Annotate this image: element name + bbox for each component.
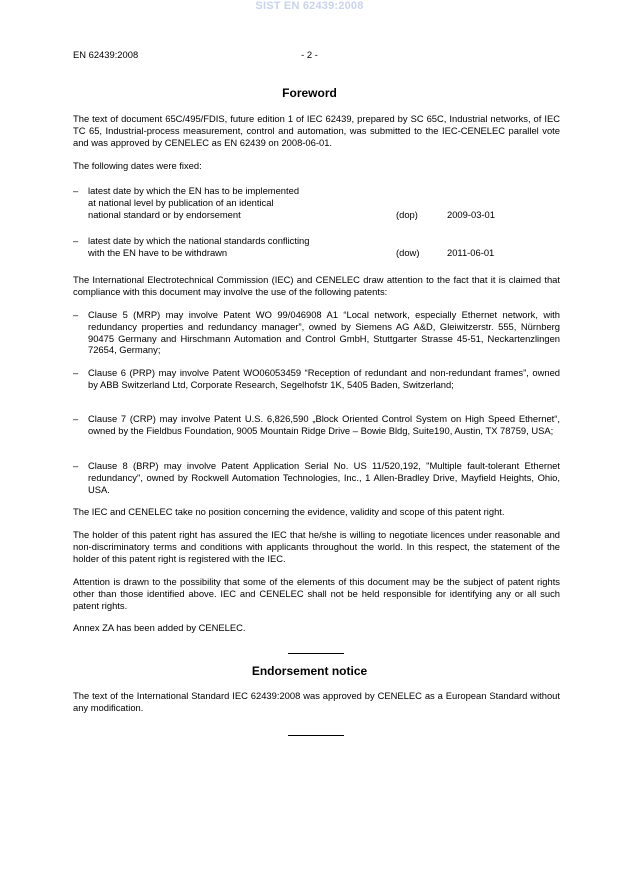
foreword-intro: The text of document 65C/495/FDIS, future edition 1 of IEC 62439, prepared by SC 65C, Industrial networks, of IEC TC 65, Industrial-process measurement, control and automation, was submitted to the IEC-CENELEC parallel vote and was approved by CENELEC as EN 62439 on 2008-06-01.	[73, 113, 560, 148]
date-item-date: 2009-03-01	[447, 209, 495, 220]
attention-paragraph: Attention is drawn to the possibility that some of the elements of this document may be the subject of patent rights other than those identified above. IEC and CENELEC shall not be held responsible for identifying any or all such patent rights.	[73, 576, 560, 611]
patent-item-dash: –	[73, 413, 79, 424]
holder-paragraph: The holder of this patent right has assured the IEC that he/she is willing to negotiate licences under reasonable and non-discriminatory terms and conditions with applicants throughout the world. In this respect, the statement of the holder of this patent right is registered with the IEC.	[73, 529, 560, 564]
patent-item-dash: –	[73, 367, 79, 378]
header-page-number: - 2 -	[301, 49, 318, 60]
date-item-code: (dow)	[396, 247, 420, 258]
annex-paragraph: Annex ZA has been added by CENELEC.	[73, 622, 246, 633]
patent-item: Clause 5 (MRP) may involve Patent WO 99/046908 A1 “Local network, especially Ethernet network, with redundancy properties and redundancy manager”, owned by Siemens AG A&D, Gleiwitzerstr. 555, Nürnberg 90475 Germany and Hirschmann Automation and Control GmbH, Stuttgarter Strasse 45-51, Neckartenzlingen 72654, Germany;	[88, 309, 560, 356]
dates-intro: The following dates were fixed:	[73, 160, 202, 171]
date-item-line: latest date by which the national standards conflicting	[88, 235, 310, 246]
patent-item-dash: –	[73, 460, 79, 471]
patents-intro: The International Electrotechnical Commission (IEC) and CENELEC draw attention to the fact that it is claimed that compliance with this document may involve the use of the following patents:	[73, 274, 560, 297]
patent-item: Clause 8 (BRP) may involve Patent Application Serial No. US 11/520,192, "Multiple fault-tolerant Ethernet redundancy", owned by Rockwell Automation Technologies, Inc., 1 Allen-Bradley Drive, Mayfield Heights, Ohio, USA.	[88, 460, 560, 495]
date-item-line: national standard or by endorsement	[88, 209, 241, 220]
date-item-line: with the EN have to be withdrawn	[88, 247, 228, 258]
patent-item-dash: –	[73, 309, 79, 320]
end-divider	[288, 735, 344, 736]
patent-item: Clause 7 (CRP) may involve Patent U.S. 6,826,590 „Block Oriented Control System on High Speed Ethernet“, owned by the Fieldbus Foundation, 9005 Mountain Ridge Drive – Bowie Bldg, Suite190, Austin, TX 78759, USA;	[88, 413, 560, 436]
endorsement-text: The text of the International Standard IEC 62439:2008 was approved by CENELEC as a European Standard without any modification.	[73, 690, 560, 713]
date-item-dash: –	[73, 235, 79, 246]
date-item-code: (dop)	[396, 209, 418, 220]
date-item-line: latest date by which the EN has to be implemented	[88, 185, 300, 196]
patent-item: Clause 6 (PRP) may involve Patent WO06053459 “Reception of redundant and non-redundant frames”, owned by ABB Switzerland Ltd, Corporate Research, Segelhofstr 1K, 5405 Baden, Switzerland;	[88, 367, 560, 390]
endorsement-title: Endorsement notice	[251, 664, 368, 678]
header-doc-id: EN 62439:2008	[73, 49, 139, 60]
date-item-line: at national level by publication of an identical	[88, 197, 274, 208]
date-item-dash: –	[73, 185, 79, 196]
no-position-paragraph: The IEC and CENELEC take no position concerning the evidence, validity and scope of this patent right.	[73, 506, 505, 517]
section-divider	[288, 653, 344, 654]
date-item-date: 2011-06-01	[447, 247, 495, 258]
watermark: SIST EN 62439:2008	[255, 0, 364, 12]
foreword-title: Foreword	[282, 86, 337, 100]
